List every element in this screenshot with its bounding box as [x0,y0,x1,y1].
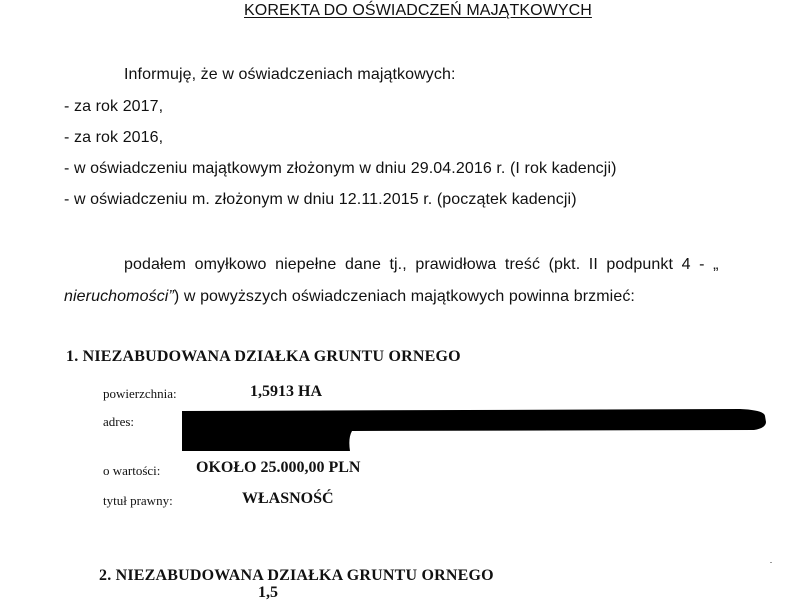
correction-text-rest: ) w powyższych oświadczeniach majątkowych powinna brzmieć: [173,288,635,305]
document-title: KOREKTA DO OŚWIADCZEŃ MAJĄTKOWYCH [244,2,592,19]
value-amount: OKOŁO 25.000,00 PLN [196,459,361,476]
legal-title-label: tytuł prawny: [103,493,173,508]
partial-area-value: 1,5 [258,584,278,601]
scan-speck [770,562,772,563]
intro-text: Informuję, że w oświadczeniach majątkowych: [124,66,456,83]
address-label: adres: [103,414,135,429]
property-2-heading: 2. NIEZABUDOWANA DZIAŁKA GRUNTU ORNEGO [99,567,494,584]
list-item: - za rok 2017, [64,98,164,115]
legal-title-value: WŁASNOŚĆ [242,490,334,507]
list-item: - w oświadczeniu m. złożonym w dniu 12.11.2015 r. (początek kadencji) [64,191,577,208]
property-1-heading: 1. NIEZABUDOWANA DZIAŁKA GRUNTU ORNEGO [66,348,461,365]
cut-off-next-line [258,584,338,601]
correction-text-line-1: podałem omyłkowo niepełne dane tj., prawidłowa treść (pkt. II podpunkt 4 - „ [124,256,719,273]
address-redaction [180,407,770,453]
redaction-block [182,409,766,451]
list-item: - w oświadczeniu majątkowym złożonym w dniu 29.04.2016 r. (I rok kadencji) [64,160,617,177]
correction-text-line-2 [64,288,635,306]
correction-emphasis: nieruchomości” [64,288,174,305]
area-label: powierzchnia: [103,386,177,401]
list-item: - za rok 2016, [64,129,164,146]
area-value: 1,5913 HA [250,383,322,400]
value-label: o wartości: [103,463,161,478]
